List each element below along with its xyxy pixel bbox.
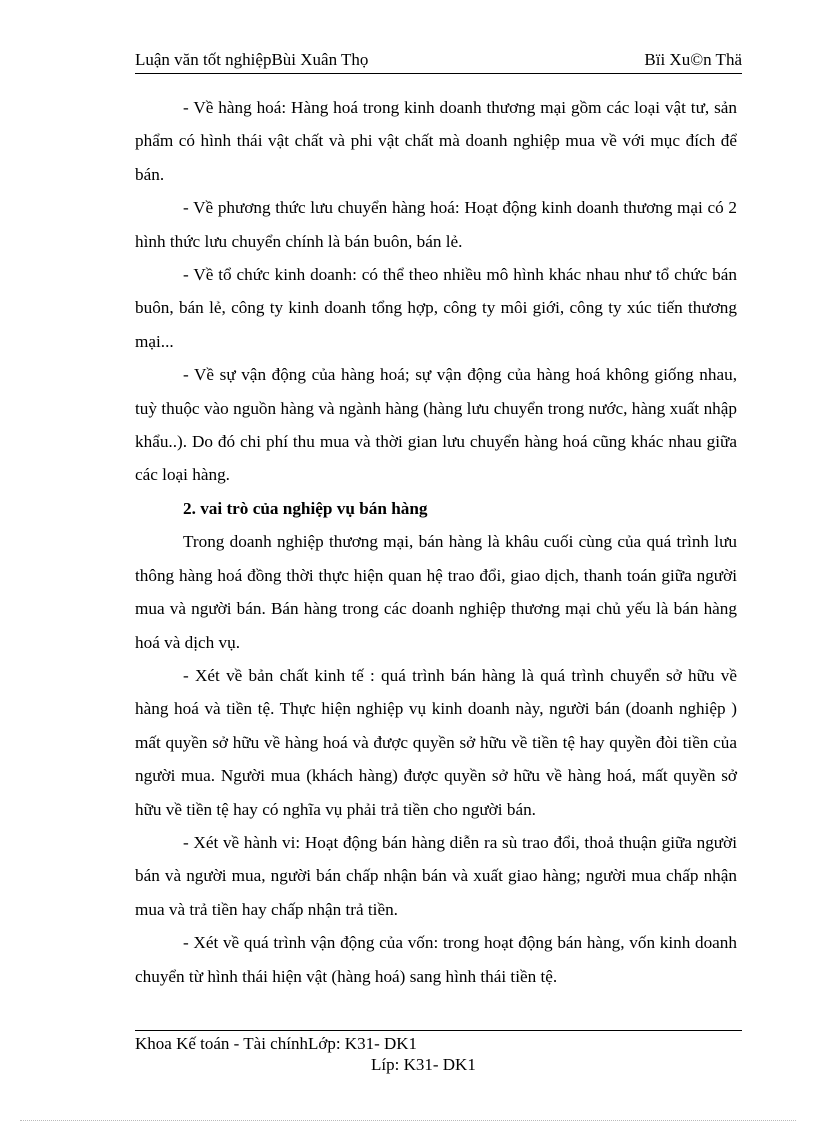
paragraph-sales-role: Trong doanh nghiệp thương mại, bán hàng là khâu cuối cùng của quá trình lưu thông hàng hoá đồng thời thực hiện quan hệ trao đổi, giao dịch, thanh toán giữa người mua và người bán. Bán hàng trong các doanh nghiệp thương mại chủ yếu là bán hàng hoá và dịch vụ. <box>135 532 737 652</box>
paragraph-capital-movement: - Xét về quá trình vận động của vốn: trong hoạt động bán hàng, vốn kinh doanh chuyển từ hình thái hiện vật (hàng hoá) sang hình thái tiền tệ. <box>135 933 737 986</box>
paragraph-goods-movement: - Về sự vận động của hàng hoá; sự vận động của hàng hoá không giống nhau, tuỳ thuộc vào nguồn hàng và ngành hàng (hàng lưu chuyển trong nước, hàng xuất nhập khẩu..). Do đó chi phí thu mua và thời gian lưu chuyển hàng hoá cũng khác nhau giữa các loại hàng. <box>135 365 737 485</box>
paragraph-economic-nature: - Xét về bản chất kinh tế : quá trình bán hàng là quá trình chuyển sở hữu về hàng hoá và tiền tệ. Thực hiện nghiệp vụ kinh doanh này, người bán (doanh nghiệp ) mất quyền sở hữu về hàng hoá và được quyền sở hữu về tiền tệ hay quyền đòi tiền của người mua. Người mua (khách hàng) được quyền sở hữu về hàng hoá, mất quyền sở hữu về tiền tệ hay có nghĩa vụ phải trả tiền cho người bán. <box>135 665 737 819</box>
paragraph-circulation-method: - Về phương thức lưu chuyển hàng hoá: Hoạt động kinh doanh thương mại có 2 hình thức lưu chuyển chính là bán buôn, bán lẻ. <box>135 198 737 251</box>
page-bottom-dotted-line <box>20 1120 796 1121</box>
section-heading: 2. vai trò của nghiệp vụ bán hàng <box>183 498 428 518</box>
footer-department: Khoa Kế toán - Tài chínhLớp: K31- DK1 <box>135 1034 418 1053</box>
header-divider <box>135 73 742 74</box>
document-body <box>135 91 737 993</box>
footer-divider <box>135 1030 742 1031</box>
paragraph-behavior: - Xét về hành vi: Hoạt động bán hàng diễn ra sù trao đổi, thoả thuận giữa người bán và người mua, người bán chấp nhận bán và xuất giao hàng; người mua chấp nhận mua và trả tiền hay chấp nhận trả tiền. <box>135 832 737 919</box>
footer-class: Líp: K31- DK1 <box>371 1055 476 1074</box>
header-left-title: Luận văn tốt nghiệpBùi Xuân Thọ <box>135 50 369 69</box>
paragraph-business-organization: - Về tổ chức kinh doanh: có thể theo nhiều mô hình khác nhau như tổ chức bán buôn, bán lẻ, công ty kinh doanh tổng hợp, công ty môi giới, công ty xúc tiến thương mại... <box>135 265 737 351</box>
header-right-author: Bïi Xu©n Thä <box>644 50 742 69</box>
paragraph-goods: - Về hàng hoá: Hàng hoá trong kinh doanh thương mại gồm các loại vật tư, sản phẩm có hình thái vật chất và phi vật chất mà doanh nghiệp mua về với mục đích để bán. <box>135 98 737 184</box>
